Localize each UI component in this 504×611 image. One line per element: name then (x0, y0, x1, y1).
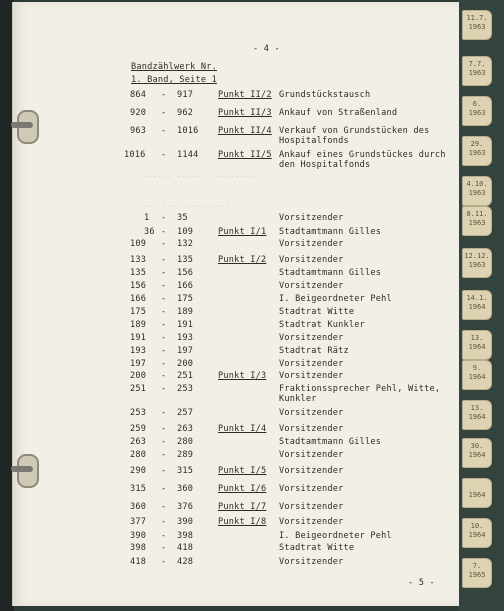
date-tab[interactable]: 13. 1964 (462, 330, 492, 360)
row-range-start: 290 (130, 466, 147, 476)
date-tab[interactable]: 7. 1965 (462, 558, 492, 588)
row-agenda-ref: Punkt I/3 (218, 371, 267, 381)
row-range-dash: - (161, 346, 167, 356)
row-range-dash: - (161, 450, 167, 460)
row-range-end: 376 (177, 502, 194, 512)
row-range-dash: - (161, 484, 167, 494)
row-speaker: Ankauf von Straßenland (279, 108, 398, 118)
date-tab[interactable]: 30. 1964 (462, 438, 492, 468)
bleed-through-text: ······ ······ ·········· (143, 172, 259, 181)
row-range-start: 191 (130, 333, 147, 343)
row-speaker: Stadtrat Kunkler (279, 320, 365, 330)
row-speaker: I. Beigeordneter Pehl (279, 294, 392, 304)
row-range-end: 917 (177, 90, 194, 100)
row-range-end: 280 (177, 437, 194, 447)
row-range-dash: - (161, 320, 167, 330)
row-range-end: 189 (177, 307, 194, 317)
row-range-end: 390 (177, 517, 194, 527)
row-speaker: Vorsitzender (279, 517, 344, 527)
row-speaker: Vorsitzender (279, 371, 344, 381)
row-speaker: Vorsitzender (279, 359, 344, 369)
row-range-start: 920 (130, 108, 147, 118)
binder-ring (11, 466, 33, 472)
row-range-dash: - (161, 333, 167, 343)
row-range-start: 251 (130, 384, 147, 394)
row-agenda-ref: Punkt I/6 (218, 484, 267, 494)
row-range-end: 175 (177, 294, 194, 304)
row-range-end: 263 (177, 424, 194, 434)
date-tab[interactable]: 4.10. 1963 (462, 176, 492, 206)
row-range-start: 1016 (124, 150, 146, 160)
date-tab[interactable]: 1964 (462, 478, 492, 508)
row-speaker: Verkauf von Grundstücken des (279, 126, 430, 136)
row-speaker: Vorsitzender (279, 333, 344, 343)
row-range-end: 253 (177, 384, 194, 394)
date-tab[interactable]: 11.7. 1963 (462, 10, 492, 40)
row-range-end: 962 (177, 108, 194, 118)
row-range-dash: - (161, 268, 167, 278)
row-range-dash: - (161, 213, 167, 223)
row-speaker: Ankauf eines Grundstückes durch (279, 150, 446, 160)
row-range-end: 418 (177, 543, 194, 553)
row-agenda-ref: Punkt I/4 (218, 424, 267, 434)
row-range-dash: - (161, 255, 167, 265)
document-page (12, 2, 459, 606)
row-speaker: Fraktionssprecher Pehl, Witte, (279, 384, 441, 394)
date-tab[interactable]: 8.11. 1963 (462, 206, 492, 236)
date-tab[interactable]: 12.12. 1963 (462, 248, 492, 278)
row-range-start: 200 (130, 371, 147, 381)
date-tab[interactable]: 29. 1963 (462, 136, 492, 166)
row-range-end: 166 (177, 281, 194, 291)
row-range-end: 191 (177, 320, 194, 330)
row-range-dash: - (161, 239, 167, 249)
row-range-start: 156 (130, 281, 147, 291)
row-range-end: 289 (177, 450, 194, 460)
row-range-end: 35 (177, 213, 188, 223)
row-speaker: Stadtamtmann Gilles (279, 268, 382, 278)
row-speaker: Vorsitzender (279, 450, 344, 460)
row-agenda-ref: Punkt I/2 (218, 255, 267, 265)
row-range-dash: - (161, 424, 167, 434)
row-range-dash: - (161, 531, 167, 541)
row-range-dash: - (161, 408, 167, 418)
row-range-dash: - (161, 294, 167, 304)
row-range-start: 259 (130, 424, 147, 434)
row-range-dash: - (161, 384, 167, 394)
date-tab[interactable]: 9. 1964 (462, 360, 492, 390)
row-range-dash: - (161, 371, 167, 381)
row-range-end: 109 (177, 227, 194, 237)
row-speaker: Stadtamtmann Gilles (279, 437, 382, 447)
row-range-end: 197 (177, 346, 194, 356)
row-speaker: Vorsitzender (279, 484, 344, 494)
row-speaker: Grundstückstausch (279, 90, 371, 100)
row-agenda-ref: Punkt II/4 (218, 126, 272, 136)
row-range-end: 200 (177, 359, 194, 369)
date-tab[interactable]: 6. 1963 (462, 96, 492, 126)
row-agenda-ref: Punkt I/1 (218, 227, 267, 237)
row-range-start: 175 (130, 307, 147, 317)
row-range-dash: - (161, 517, 167, 527)
row-range-end: 315 (177, 466, 194, 476)
row-range-start: 253 (130, 408, 147, 418)
row-range-start: 135 (130, 268, 147, 278)
bleed-through-text: ··· ··· ·········· (143, 202, 230, 211)
row-range-start: 193 (130, 346, 147, 356)
row-range-start: 390 (130, 531, 147, 541)
row-range-start: 189 (130, 320, 147, 330)
row-range-end: 1144 (177, 150, 199, 160)
row-range-start: 36 (144, 227, 155, 237)
register-subtitle: 1. Band, Seite 1 (131, 75, 217, 85)
row-range-start: 360 (130, 502, 147, 512)
row-agenda-ref: Punkt I/7 (218, 502, 267, 512)
row-speaker: Stadtrat Rätz (279, 346, 349, 356)
row-speaker: Vorsitzender (279, 557, 344, 567)
row-range-start: 315 (130, 484, 147, 494)
row-range-start: 963 (130, 126, 147, 136)
row-range-dash: - (161, 227, 167, 237)
row-speaker: Vorsitzender (279, 281, 344, 291)
row-range-start: 133 (130, 255, 147, 265)
row-range-dash: - (161, 502, 167, 512)
row-range-start: 418 (130, 557, 147, 567)
row-range-start: 109 (130, 239, 147, 249)
row-speaker: Vorsitzender (279, 466, 344, 476)
row-range-end: 257 (177, 408, 194, 418)
row-range-dash: - (161, 90, 167, 100)
row-range-end: 428 (177, 557, 194, 567)
row-range-start: 280 (130, 450, 147, 460)
row-range-start: 377 (130, 517, 147, 527)
row-range-end: 132 (177, 239, 194, 249)
row-speaker: Stadtamtmann Gilles (279, 227, 382, 237)
row-agenda-ref: Punkt II/2 (218, 90, 272, 100)
row-range-dash: - (161, 108, 167, 118)
row-range-end: 251 (177, 371, 194, 381)
row-range-start: 398 (130, 543, 147, 553)
row-speaker-continued: Hospitalfonds (279, 136, 349, 146)
row-range-dash: - (161, 466, 167, 476)
row-range-dash: - (161, 557, 167, 567)
date-tab[interactable]: 13. 1964 (462, 400, 492, 430)
page-number-bottom: - 5 - (408, 578, 435, 588)
row-range-dash: - (161, 126, 167, 136)
row-range-dash: - (161, 543, 167, 553)
binder-ring (11, 122, 33, 128)
row-speaker: I. Beigeordneter Pehl (279, 531, 392, 541)
row-speaker-continued: Kunkler (279, 394, 317, 404)
row-range-end: 398 (177, 531, 194, 541)
row-range-start: 197 (130, 359, 147, 369)
row-speaker: Stadtrat Witte (279, 307, 355, 317)
row-speaker: Vorsitzender (279, 408, 344, 418)
row-speaker: Vorsitzender (279, 424, 344, 434)
row-range-start: 263 (130, 437, 147, 447)
row-speaker-continued: den Hospitalfonds (279, 160, 371, 170)
date-tab[interactable]: 10. 1964 (462, 518, 492, 548)
date-tab[interactable]: 7.7. 1963 (462, 56, 492, 86)
row-range-start: 1 (144, 213, 150, 223)
row-range-dash: - (161, 150, 167, 160)
row-speaker: Vorsitzender (279, 239, 344, 249)
row-speaker: Vorsitzender (279, 213, 344, 223)
row-range-end: 193 (177, 333, 194, 343)
row-agenda-ref: Punkt II/5 (218, 150, 272, 160)
register-title: Bandzählwerk Nr. (131, 62, 217, 72)
row-range-end: 360 (177, 484, 194, 494)
row-range-dash: - (161, 437, 167, 447)
page-number-top: - 4 - (253, 44, 280, 54)
row-range-dash: - (161, 307, 167, 317)
row-range-end: 1016 (177, 126, 199, 136)
date-tab[interactable]: 14.1. 1964 (462, 290, 492, 320)
row-range-start: 864 (130, 90, 147, 100)
row-range-dash: - (161, 281, 167, 291)
row-speaker: Vorsitzender (279, 255, 344, 265)
row-speaker: Vorsitzender (279, 502, 344, 512)
row-agenda-ref: Punkt I/5 (218, 466, 267, 476)
row-range-end: 156 (177, 268, 194, 278)
row-range-start: 166 (130, 294, 147, 304)
row-range-end: 135 (177, 255, 194, 265)
row-agenda-ref: Punkt II/3 (218, 108, 272, 118)
row-range-dash: - (161, 359, 167, 369)
row-agenda-ref: Punkt I/8 (218, 517, 267, 527)
row-speaker: Stadtrat Witte (279, 543, 355, 553)
